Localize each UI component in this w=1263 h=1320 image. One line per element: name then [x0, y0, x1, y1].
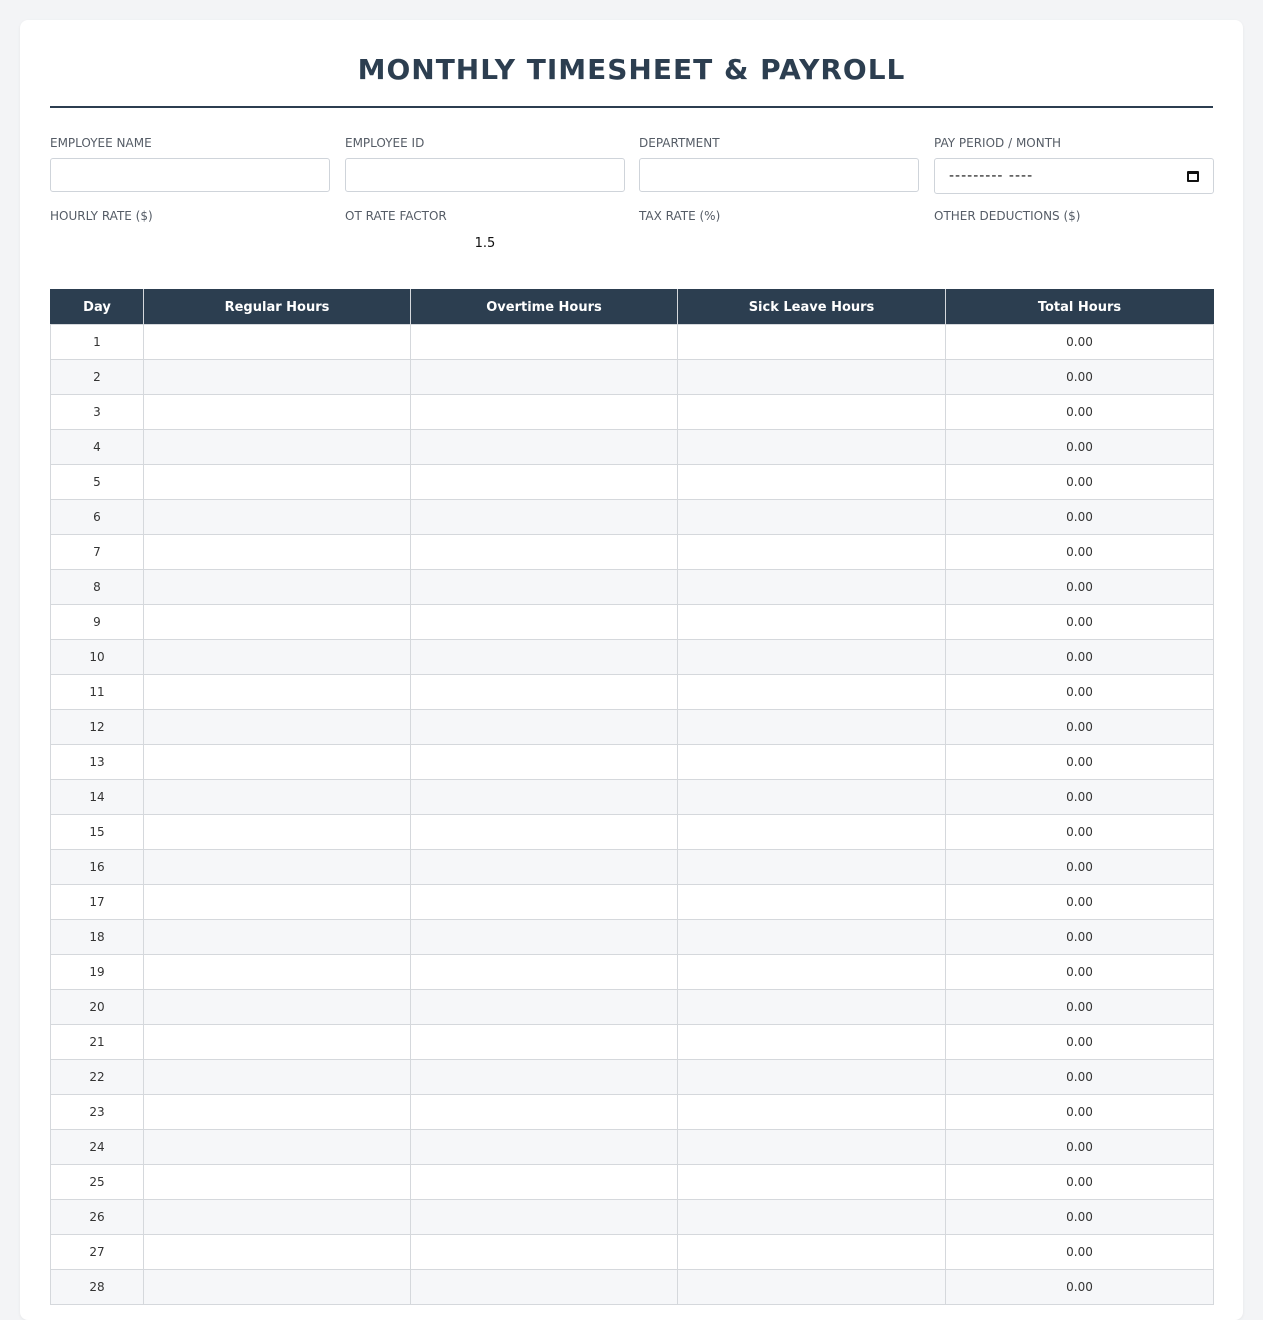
total-hours-cell: 0.00: [946, 1060, 1214, 1095]
total-hours-cell: 0.00: [946, 675, 1214, 710]
table-row: [51, 325, 1214, 360]
table-row: [51, 780, 1214, 815]
regular-hours-cell[interactable]: [144, 640, 411, 675]
sick-leave-hours-cell[interactable]: [678, 570, 946, 605]
sick-leave-hours-cell[interactable]: [678, 395, 946, 430]
column-header-sick-leave-hours: Sick Leave Hours: [678, 290, 946, 325]
total-hours-cell: 0.00: [946, 465, 1214, 500]
overtime-hours-cell[interactable]: [411, 1095, 678, 1130]
total-hours-cell: 0.00: [946, 605, 1214, 640]
total-hours-cell: 0.00: [946, 990, 1214, 1025]
overtime-hours-cell[interactable]: [411, 360, 678, 395]
hourly-rate-label: HOURLY RATE ($): [50, 209, 153, 223]
employee-name-label: EMPLOYEE NAME: [50, 136, 152, 150]
day-cell: 15: [51, 815, 144, 850]
overtime-hours-cell[interactable]: [411, 1165, 678, 1200]
overtime-hours-cell[interactable]: [411, 1060, 678, 1095]
sick-leave-hours-cell[interactable]: [678, 955, 946, 990]
table-row: [51, 640, 1214, 675]
table-row: [51, 1270, 1214, 1305]
day-cell: 8: [51, 570, 144, 605]
total-hours-cell: 0.00: [946, 1200, 1214, 1235]
total-hours-cell: 0.00: [946, 570, 1214, 605]
day-cell: 7: [51, 535, 144, 570]
regular-hours-cell[interactable]: [144, 675, 411, 710]
tax-rate-group: [639, 208, 919, 224]
ot-rate-factor-input[interactable]: 1.5: [474, 236, 496, 251]
day-cell: 12: [51, 710, 144, 745]
department-group: [639, 135, 919, 151]
overtime-hours-cell[interactable]: [411, 780, 678, 815]
table-row: [51, 955, 1214, 990]
other-deductions-group: [934, 208, 1214, 224]
regular-hours-cell[interactable]: [144, 1165, 411, 1200]
regular-hours-cell[interactable]: [144, 1060, 411, 1095]
department-label: DEPARTMENT: [639, 136, 720, 150]
sick-leave-hours-cell[interactable]: [678, 605, 946, 640]
day-cell: 26: [51, 1200, 144, 1235]
day-cell: 18: [51, 920, 144, 955]
regular-hours-cell[interactable]: [144, 605, 411, 640]
total-hours-cell: 0.00: [946, 815, 1214, 850]
total-hours-cell: 0.00: [946, 1235, 1214, 1270]
day-cell: 10: [51, 640, 144, 675]
regular-hours-cell[interactable]: [144, 1270, 411, 1305]
total-hours-cell: 0.00: [946, 395, 1214, 430]
regular-hours-cell[interactable]: [144, 1200, 411, 1235]
employee-id-input[interactable]: [345, 158, 625, 192]
day-cell: 9: [51, 605, 144, 640]
sick-leave-hours-cell[interactable]: [678, 325, 946, 360]
regular-hours-cell[interactable]: [144, 780, 411, 815]
tax-rate-input[interactable]: [639, 236, 919, 252]
table-row: [51, 885, 1214, 920]
overtime-hours-cell[interactable]: [411, 1025, 678, 1060]
table-row: [51, 850, 1214, 885]
table-row: [51, 465, 1214, 500]
overtime-hours-cell[interactable]: [411, 920, 678, 955]
sick-leave-hours-cell[interactable]: [678, 815, 946, 850]
sick-leave-hours-cell[interactable]: [678, 535, 946, 570]
table-body: [51, 325, 1214, 1305]
regular-hours-cell[interactable]: [144, 395, 411, 430]
column-header-total-hours: Total Hours: [946, 290, 1214, 325]
pay-period-value: --------- ----: [949, 168, 1034, 184]
day-cell: 5: [51, 465, 144, 500]
ot-rate-factor-label: OT RATE FACTOR: [345, 209, 447, 223]
table-row: [51, 1095, 1214, 1130]
table-row: [51, 920, 1214, 955]
day-cell: 13: [51, 745, 144, 780]
regular-hours-cell[interactable]: [144, 955, 411, 990]
timesheet-card: [20, 20, 1243, 1320]
total-hours-cell: 0.00: [946, 500, 1214, 535]
total-hours-cell: 0.00: [946, 1165, 1214, 1200]
sick-leave-hours-cell[interactable]: [678, 500, 946, 535]
day-cell: 23: [51, 1095, 144, 1130]
day-cell: 25: [51, 1165, 144, 1200]
day-cell: 4: [51, 430, 144, 465]
column-header-regular-hours: Regular Hours: [144, 290, 411, 325]
overtime-hours-cell[interactable]: [411, 955, 678, 990]
regular-hours-cell[interactable]: [144, 465, 411, 500]
regular-hours-cell[interactable]: [144, 990, 411, 1025]
day-cell: 24: [51, 1130, 144, 1165]
overtime-hours-cell[interactable]: [411, 745, 678, 780]
total-hours-cell: 0.00: [946, 885, 1214, 920]
overtime-hours-cell[interactable]: [411, 570, 678, 605]
employee-name-input[interactable]: [50, 158, 330, 192]
sick-leave-hours-cell[interactable]: [678, 1165, 946, 1200]
sick-leave-hours-cell[interactable]: [678, 430, 946, 465]
table-row: [51, 1025, 1214, 1060]
day-cell: 21: [51, 1025, 144, 1060]
total-hours-cell: 0.00: [946, 780, 1214, 815]
sick-leave-hours-cell[interactable]: [678, 465, 946, 500]
day-cell: 28: [51, 1270, 144, 1305]
overtime-hours-cell[interactable]: [411, 850, 678, 885]
overtime-hours-cell[interactable]: [411, 1235, 678, 1270]
sick-leave-hours-cell[interactable]: [678, 640, 946, 675]
sick-leave-hours-cell[interactable]: [678, 920, 946, 955]
other-deductions-input[interactable]: [934, 236, 1214, 252]
sick-leave-hours-cell[interactable]: [678, 990, 946, 1025]
day-cell: 27: [51, 1235, 144, 1270]
pay-period-label: PAY PERIOD / MONTH: [934, 136, 1062, 150]
day-cell: 14: [51, 780, 144, 815]
day-cell: 20: [51, 990, 144, 1025]
table-row: [51, 1130, 1214, 1165]
sick-leave-hours-cell[interactable]: [678, 885, 946, 920]
regular-hours-cell[interactable]: [144, 745, 411, 780]
employee-id-label: EMPLOYEE ID: [345, 136, 425, 150]
total-hours-cell: 0.00: [946, 640, 1214, 675]
total-hours-cell: 0.00: [946, 360, 1214, 395]
sick-leave-hours-cell[interactable]: [678, 1060, 946, 1095]
sick-leave-hours-cell[interactable]: [678, 850, 946, 885]
table-row: [51, 535, 1214, 570]
overtime-hours-cell[interactable]: [411, 815, 678, 850]
title-divider: [50, 106, 1213, 108]
sick-leave-hours-cell[interactable]: [678, 710, 946, 745]
total-hours-cell: 0.00: [946, 745, 1214, 780]
regular-hours-cell[interactable]: [144, 325, 411, 360]
sick-leave-hours-cell[interactable]: [678, 675, 946, 710]
column-header-day: Day: [51, 290, 144, 325]
overtime-hours-cell[interactable]: [411, 1130, 678, 1165]
other-deductions-label: OTHER DEDUCTIONS ($): [934, 209, 1081, 223]
sick-leave-hours-cell[interactable]: [678, 1095, 946, 1130]
regular-hours-cell[interactable]: [144, 430, 411, 465]
employee-id-group: [345, 135, 625, 151]
overtime-hours-cell[interactable]: [411, 395, 678, 430]
overtime-hours-cell[interactable]: [411, 710, 678, 745]
employee-name-group: [50, 135, 330, 151]
sick-leave-hours-cell[interactable]: [678, 1200, 946, 1235]
table-row: [51, 710, 1214, 745]
hourly-rate-input[interactable]: [50, 236, 330, 252]
day-cell: 2: [51, 360, 144, 395]
sick-leave-hours-cell[interactable]: [678, 1025, 946, 1060]
total-hours-cell: 0.00: [946, 1025, 1214, 1060]
day-cell: 16: [51, 850, 144, 885]
overtime-hours-cell[interactable]: [411, 1270, 678, 1305]
tax-rate-label: TAX RATE (%): [639, 209, 721, 223]
regular-hours-cell[interactable]: [144, 360, 411, 395]
sick-leave-hours-cell[interactable]: [678, 1130, 946, 1165]
overtime-hours-cell[interactable]: [411, 465, 678, 500]
total-hours-cell: 0.00: [946, 955, 1214, 990]
regular-hours-cell[interactable]: [144, 1130, 411, 1165]
regular-hours-cell[interactable]: [144, 1095, 411, 1130]
overtime-hours-cell[interactable]: [411, 885, 678, 920]
department-input[interactable]: [639, 158, 919, 192]
regular-hours-cell[interactable]: [144, 570, 411, 605]
table-row: [51, 675, 1214, 710]
hourly-rate-group: [50, 208, 330, 224]
day-cell: 6: [51, 500, 144, 535]
overtime-hours-cell[interactable]: [411, 605, 678, 640]
day-cell: 19: [51, 955, 144, 990]
table-row: [51, 815, 1214, 850]
sick-leave-hours-cell[interactable]: [678, 1235, 946, 1270]
overtime-hours-cell[interactable]: [411, 1200, 678, 1235]
table-row: [51, 500, 1214, 535]
overtime-hours-cell[interactable]: [411, 640, 678, 675]
table-row: [51, 745, 1214, 780]
ot-rate-factor-group: [345, 208, 625, 251]
total-hours-cell: 0.00: [946, 430, 1214, 465]
regular-hours-cell[interactable]: [144, 815, 411, 850]
total-hours-cell: 0.00: [946, 920, 1214, 955]
page-title: MONTHLY TIMESHEET & PAYROLL: [357, 53, 906, 86]
regular-hours-cell[interactable]: [144, 1235, 411, 1270]
overtime-hours-cell[interactable]: [411, 500, 678, 535]
total-hours-cell: 0.00: [946, 1270, 1214, 1305]
total-hours-cell: 0.00: [946, 850, 1214, 885]
table-row: [51, 1165, 1214, 1200]
day-cell: 22: [51, 1060, 144, 1095]
table-row: [51, 1235, 1214, 1270]
total-hours-cell: 0.00: [946, 325, 1214, 360]
overtime-hours-cell[interactable]: [411, 535, 678, 570]
total-hours-cell: 0.00: [946, 535, 1214, 570]
regular-hours-cell[interactable]: [144, 885, 411, 920]
total-hours-cell: 0.00: [946, 710, 1214, 745]
column-header-overtime-hours: Overtime Hours: [411, 290, 678, 325]
pay-period-input[interactable]: [934, 158, 1214, 194]
sick-leave-hours-cell[interactable]: [678, 780, 946, 815]
table-row: [51, 1060, 1214, 1095]
regular-hours-cell[interactable]: [144, 535, 411, 570]
table-row: [51, 395, 1214, 430]
day-cell: 3: [51, 395, 144, 430]
regular-hours-cell[interactable]: [144, 500, 411, 535]
sick-leave-hours-cell[interactable]: [678, 1270, 946, 1305]
total-hours-cell: 0.00: [946, 1095, 1214, 1130]
regular-hours-cell[interactable]: [144, 710, 411, 745]
table-row: [51, 430, 1214, 465]
regular-hours-cell[interactable]: [144, 850, 411, 885]
regular-hours-cell[interactable]: [144, 920, 411, 955]
sick-leave-hours-cell[interactable]: [678, 745, 946, 780]
table-row: [51, 1200, 1214, 1235]
pay-period-group: [934, 135, 1214, 184]
sick-leave-hours-cell[interactable]: [678, 360, 946, 395]
table-header-row: [51, 290, 1214, 325]
table-row: [51, 990, 1214, 1025]
overtime-hours-cell[interactable]: [411, 990, 678, 1025]
day-cell: 11: [51, 675, 144, 710]
day-cell: 17: [51, 885, 144, 920]
overtime-hours-cell[interactable]: [411, 430, 678, 465]
calendar-icon[interactable]: [1187, 170, 1199, 182]
table-row: [51, 570, 1214, 605]
overtime-hours-cell[interactable]: [411, 675, 678, 710]
table-row: [51, 360, 1214, 395]
table-row: [51, 605, 1214, 640]
overtime-hours-cell[interactable]: [411, 325, 678, 360]
timesheet-table: [50, 289, 1214, 1305]
day-cell: 1: [51, 325, 144, 360]
total-hours-cell: 0.00: [946, 1130, 1214, 1165]
regular-hours-cell[interactable]: [144, 1025, 411, 1060]
